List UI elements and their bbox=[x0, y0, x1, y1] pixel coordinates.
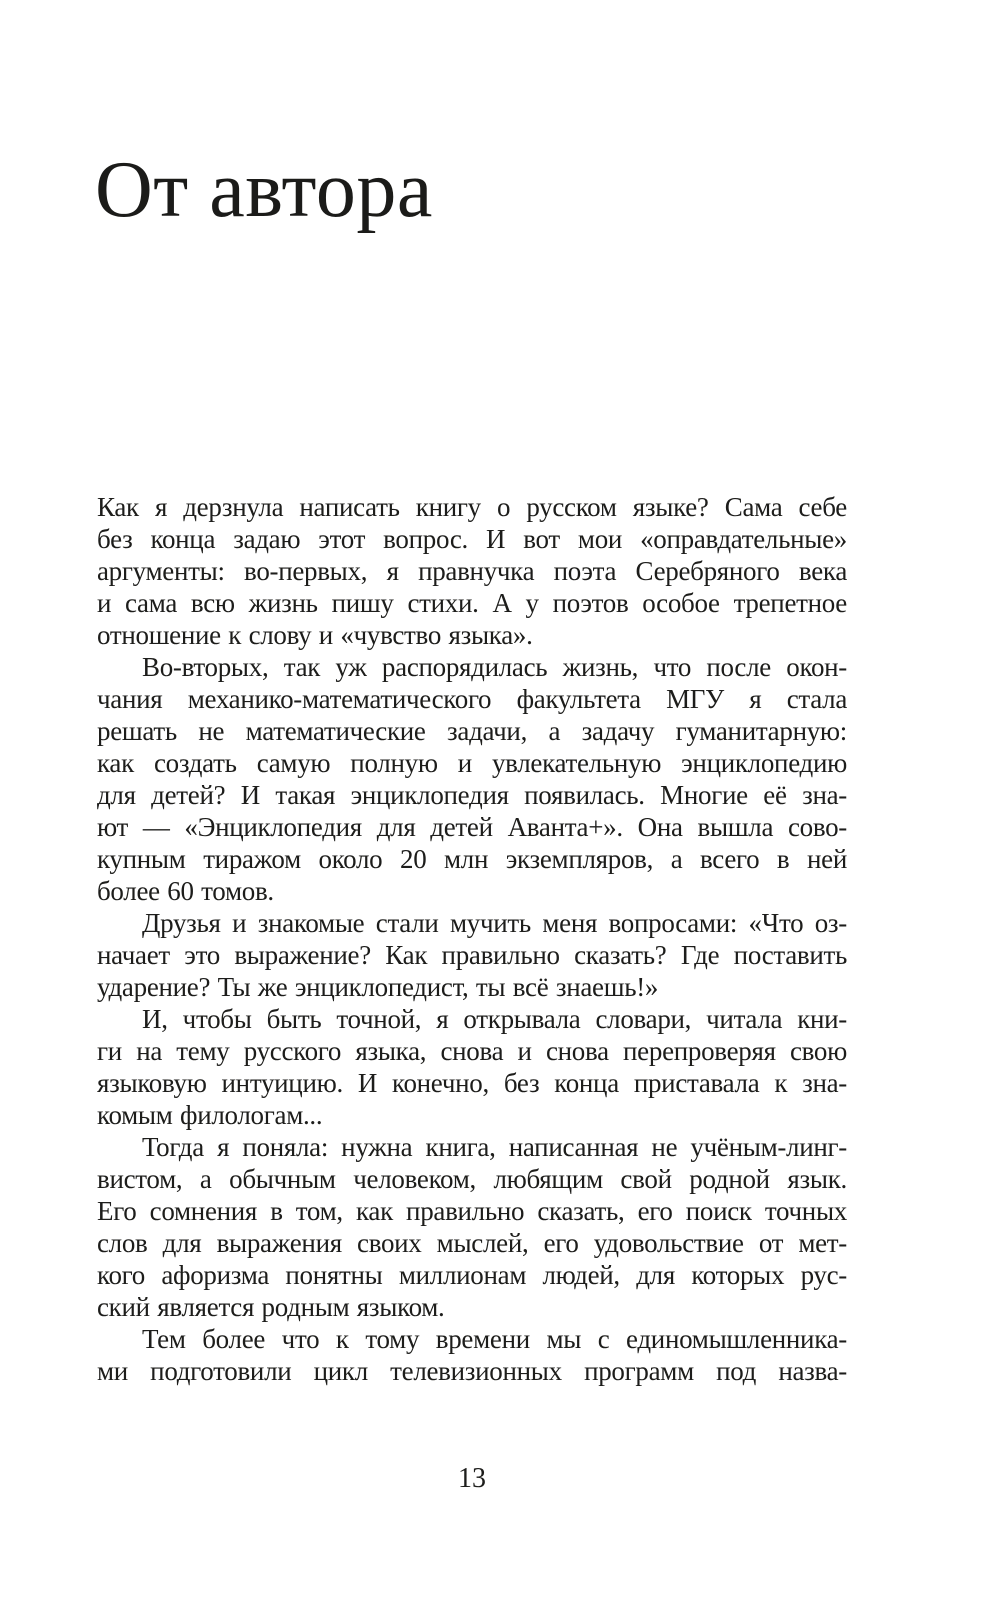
text-line: Его сомнения в том, как правильно сказать, его поиск точных bbox=[97, 1196, 847, 1226]
text-line: ги на тему русского языка, снова и снова перепроверяя свою bbox=[97, 1036, 847, 1066]
chapter-title: От автора bbox=[95, 146, 433, 234]
text-line: купным тиражом около 20 млн экземпляров, а всего в ней bbox=[97, 844, 847, 874]
text-line: И, чтобы быть точной, я открывала словари, читала кни- bbox=[142, 1004, 847, 1034]
text-line: для детей? И такая энциклопедия появилась. Многие её зна- bbox=[97, 780, 847, 810]
text-line: без конца задаю этот вопрос. И вот мои «оправдательные» bbox=[97, 524, 847, 554]
text-line: Во-вторых, так уж распорядилась жизнь, что после окон- bbox=[142, 652, 847, 682]
page-number: 13 bbox=[458, 1463, 486, 1494]
text-line: как создать самую полную и увлекательную энциклопедию bbox=[97, 748, 847, 778]
text-line: решать не математические задачи, а задачу гуманитарную: bbox=[97, 716, 847, 746]
paragraph bbox=[97, 907, 847, 1003]
paragraph bbox=[97, 491, 847, 651]
paragraph bbox=[97, 1323, 847, 1387]
text-line: ский является родным языком. bbox=[97, 1292, 445, 1322]
text-line: начает это выражение? Как правильно сказать? Где поставить bbox=[97, 940, 847, 970]
text-line: Друзья и знакомые стали мучить меня вопросами: «Что оз- bbox=[142, 908, 847, 938]
text-line: комым филологам... bbox=[97, 1100, 323, 1130]
text-line: ударение? Ты же энциклопедист, ты всё знаешь!» bbox=[97, 972, 659, 1002]
text-line: ми подготовили цикл телевизионных программ под назва- bbox=[97, 1356, 847, 1386]
text-line: чания механико-математического факультета МГУ я стала bbox=[97, 684, 847, 714]
text-line: аргументы: во-первых, я правнучка поэта Серебряного века bbox=[97, 556, 847, 586]
text-line: Тем более что к тому времени мы с единомышленника- bbox=[142, 1324, 847, 1354]
text-line: отношение к слову и «чувство языка». bbox=[97, 620, 533, 650]
text-line: языковую интуицию. И конечно, без конца приставала к зна- bbox=[97, 1068, 847, 1098]
text-line: Тогда я поняла: нужна книга, написанная не учёным-линг- bbox=[142, 1132, 847, 1162]
text-line: и сама всю жизнь пишу стихи. А у поэтов особое трепетное bbox=[97, 588, 847, 618]
text-line: Как я дерзнула написать книгу о русском языке? Сама себе bbox=[97, 492, 847, 522]
text-line: слов для выражения своих мыслей, его удовольствие от мет- bbox=[97, 1228, 847, 1258]
body-text bbox=[97, 491, 847, 1387]
paragraph bbox=[97, 1131, 847, 1323]
paragraph bbox=[97, 1003, 847, 1131]
text-line: вистом, а обычным человеком, любящим свой родной язык. bbox=[97, 1164, 847, 1194]
paragraph bbox=[97, 651, 847, 907]
text-line: кого афоризма понятны миллионам людей, для которых рус- bbox=[97, 1260, 847, 1290]
text-line: ют — «Энциклопедия для детей Аванта+». Она вышла сово- bbox=[97, 812, 847, 842]
text-line: более 60 томов. bbox=[97, 876, 274, 906]
